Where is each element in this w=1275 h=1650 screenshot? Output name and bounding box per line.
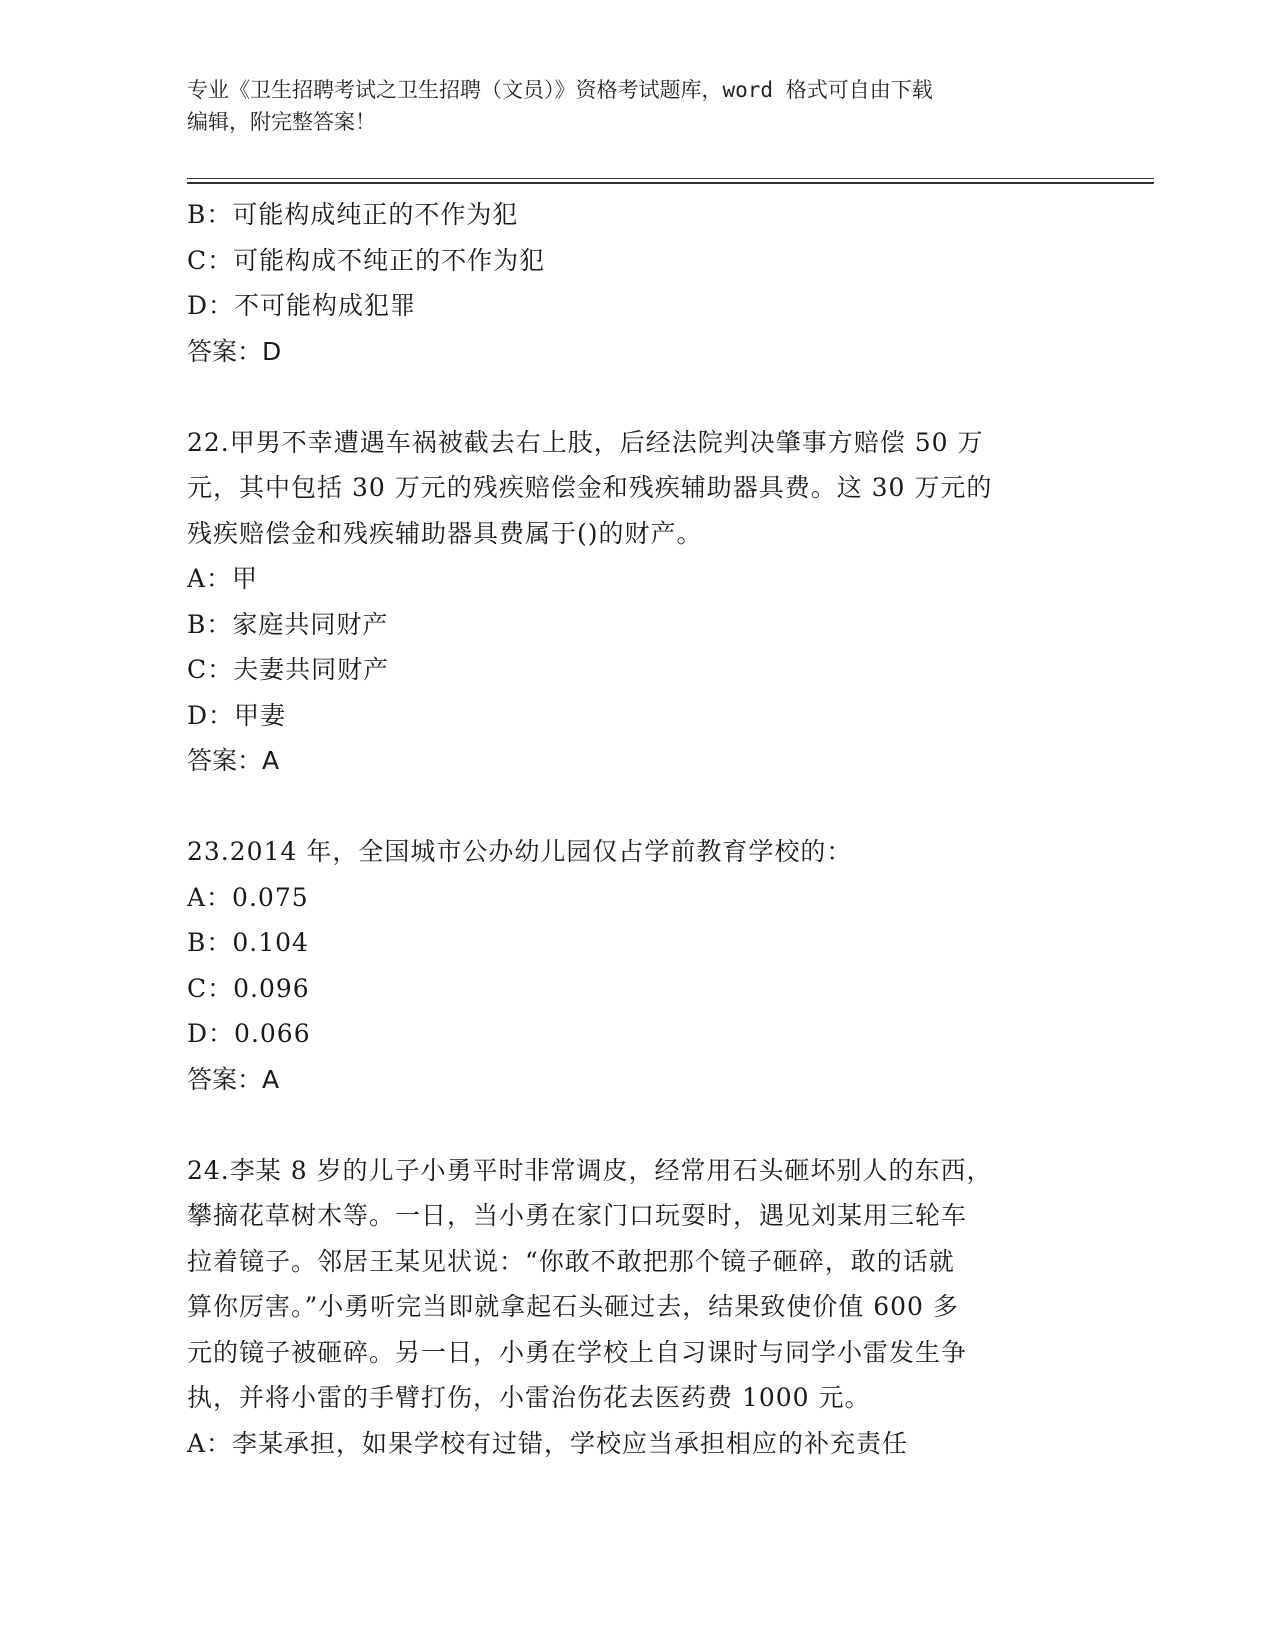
- question-23: [187, 829, 1067, 1102]
- option-b: B：0.104: [187, 928, 309, 957]
- option-a: A：0.075: [187, 882, 309, 912]
- answer-line: 答案：A: [187, 1064, 280, 1094]
- page-header: [187, 74, 1067, 138]
- question-stem-line: 算你厉害。”小勇听完当即就拿起石头砸过去，结果致使价值 600 多: [187, 1292, 959, 1321]
- spacer: [187, 784, 1067, 830]
- option-d: D：不可能构成犯罪: [187, 291, 417, 320]
- question-22: [187, 420, 1067, 784]
- question-stem-line: 拉着镜子。邻居王某见状说：“你敢不敢把那个镜子砸碎，敢的话就: [187, 1246, 955, 1276]
- header-line-1: 专业《卫生招聘考试之卫生招聘（文员）》资格考试题库，word 格式可自由下载: [187, 78, 933, 102]
- option-a: A：李某承担，如果学校有过错，学校应当承担相应的补充责任: [187, 1428, 909, 1458]
- question-stem-line: 残疾赔偿金和残疾辅助器具费属于()的财产。: [187, 518, 703, 548]
- answer-line: 答案：A: [187, 746, 280, 775]
- question-content: [187, 192, 1067, 1466]
- question-24: [187, 1148, 1067, 1467]
- option-d: D：0.066: [187, 1019, 311, 1048]
- question-stem-line: 23.2014 年，全国城市公办幼儿园仅占学前教育学校的：: [187, 837, 853, 866]
- option-d: D：甲妻: [187, 700, 287, 730]
- header-line-2: 编辑，附完整答案！: [187, 110, 376, 134]
- question-stem-line: 执，并将小雷的手臂打伤，小雷治伤花去医药费 1000 元。: [187, 1383, 871, 1412]
- option-b: B：可能构成纯正的不作为犯: [187, 200, 519, 229]
- option-b: B：家庭共同财产: [187, 609, 389, 639]
- spacer: [187, 1102, 1067, 1148]
- header-divider: [187, 178, 1154, 184]
- option-c: C：夫妻共同财产: [187, 655, 390, 684]
- option-c: C：0.096: [187, 973, 310, 1003]
- question-stem-line: 元的镜子被砸碎。另一日，小勇在学校上自习课时与同学小雷发生争: [187, 1337, 968, 1367]
- question-21-tail: [187, 192, 1067, 374]
- spacer: [187, 374, 1067, 420]
- question-stem-line: 22.甲男不幸遭遇车祸被截去右上肢，后经法院判决肇事方赔偿 50 万: [187, 427, 984, 457]
- question-stem-line: 攀摘花草树木等。一日，当小勇在家门口玩耍时，遇见刘某用三轮车: [187, 1201, 968, 1230]
- question-stem-line: 元，其中包括 30 万元的残疾赔偿金和残疾辅助器具费。这 30 万元的: [187, 473, 993, 502]
- option-a: A：甲: [187, 564, 259, 593]
- question-stem-line: 24.李某 8 岁的儿子小勇平时非常调皮，经常用石头砸坏别人的东西，: [187, 1155, 993, 1185]
- answer-line: 答案：D: [187, 336, 282, 366]
- option-c: C：可能构成不纯正的不作为犯: [187, 245, 546, 275]
